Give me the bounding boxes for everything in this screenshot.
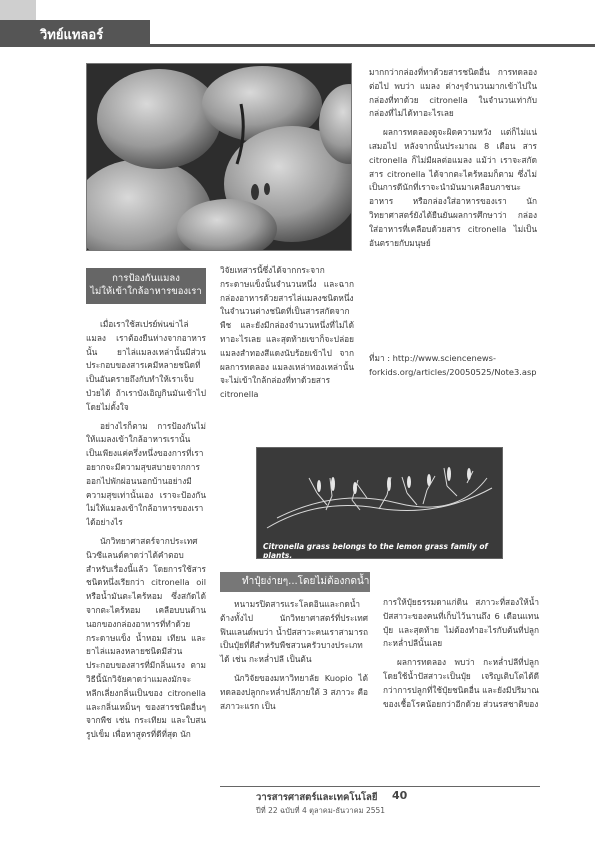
lower-middle-column — [220, 598, 368, 718]
paragraph: นักวิจัยของมหาวิทยาลัย Kuopio ได้ทดลองปลูกกะหล่ำปลีภายใต้ 3 สภาวะ คือ สภาวะแรก เป็น — [220, 672, 368, 711]
paragraph: หนามรปิตสารแระโลดอินและกดน้ำต้างทั้งไป นักวิทยาศาสตร์ที่ประเทศฟินแลนด์พบว่า น้ำปัสสาวะคนเราสามารถเป็นปุ๋ยที่ดีสำหรับพืชสวนครัวบางประเภทได้ เช่น กะหล่ำปลี เป็นต้น — [220, 599, 368, 665]
middle-column — [220, 264, 354, 407]
stones-photo — [86, 63, 352, 251]
section-heading-bar — [220, 572, 370, 592]
paragraph: อย่างไรก็ตาม การป้องกันไม่ให้แมลงเข้าใกล้อาหารเรานั้น เป็นเพียงแค่ครึ่งหนึ่งของการที่เราอยากจะมีความสุขสบายจากการออกไปพักผ่อนนอกบ้านอย่างมีความสุขเท่านั้นเอง เราจะป้องกันไม่ให้แมลงเข้าใกล้อาหารของเราได้อย่างไร — [86, 420, 206, 528]
paragraph: มากกว่ากล่องที่ทาด้วยสารชนิดอื่น การทดลองต่อไป พบว่า แมลง ต่างๆจำนวนมากเข้าไปในกล่องที่ทาด้วย citronella ในจำนวนเท่ากับกล่องที่ไม่ได้ทาอะไรเลย — [369, 67, 537, 119]
footer-issue: ปีที่ 22 ฉบับที่ 4 ตุลาคม-ธันวาคม 2551 — [256, 806, 386, 815]
paragraph: ผลการทดลอง พบว่า กะหล่ำปลีที่ปลูกโดยใช้น้ำปัสสาวะเป็นปุ๋ย เจริญเติบโตได้ดีกว่าการปลูกที่ใช้ปุ๋ยชนิดอื่น และยังมีปริมาณของเชื้อโรคน้อยกว่าอีกด้วย ส่วนรสชาติของ — [383, 657, 539, 709]
paragraph: นักวิทยาศาสตร์จากประเทศนิวซีแลนด์คาดว่าได้คำตอบสำหรับเรื่องนี้แล้ว โดยการใช้สารชนิดหนึ่งเรียกว่า citronella oil หรือน้ำมันตะไคร้หอม ซึ่งสกัดได้จากตะไคร้หอม เคลือบบนด้านนอกของกล่องอาหารที่ทำด้วยกระดาษแข็ง น้ำหอม เทียน และยาไล่แมลงหลายชนิดมีส่วนประกอบของสารที่มีกลิ่นแรง ตามวิธีนี้นักวิจัยคาดว่าแมลงมักจะหลีกเลี่ยงกลิ่นเป็นของ citronella และกลิ่นเหม็นๆ ของสารชนิดอื่นๆ จากพืช เช่น กระเทียม และใบสนรูปเข็ม เพื่อหาสูตรที่ดีที่สุด นัก — [86, 535, 206, 740]
footer-journal-title: วารสารศาสตร์และเทคโนโลยี — [256, 792, 378, 803]
section-header-label: วิทย์แทลอร์ — [40, 28, 104, 43]
paragraph: เมื่อเราใช้สเปรย์พ่นฆ่าไล่แมลง เราต้องยืนห่างจากอาหารนั้น ยาไล่แมลงเหล่านั้นมีส่วนประกอบของสารเคมีหลายชนิดที่เป็นอันตรายถึงกับทำให้เราเจ็บป่วยได้ ถ้าเราบังเอิญกินมันเข้าไปโดยไม่ตั้งใจ — [86, 319, 206, 412]
left-column — [86, 318, 206, 844]
page-number: 40 — [392, 789, 408, 802]
source-label: ที่มา : http://www.sciencenews-forkids.org/articles/20050525/Note3.asp — [369, 353, 537, 377]
box-heading — [86, 268, 206, 304]
photo-caption: Citronella grass belongs to the lemon grass family of plants. — [263, 542, 488, 559]
paragraph: ผลการทดลองดูจะผิดความหวัง แต่ก็ไม่แน่เสมอไป หลังจากนั้นประมาณ 8 เดือน สาร citronella ก็ไม่มีผลต่อแมลง แม้ว่า เราจะสกัดสาร citronella ได้จากตะไคร้หอมก็ตาม ซึ่งไม่เป็นการดีนักที่เราจะนำมันมาเคลือบภาชนะอาหาร หรือกล่องใส่อาหารของเรา นักวิทยาศาสตร์ยังได้ยืนยันผลการศึกษาว่า กล่องใส่อาหารที่เคลือบด้วยสาร citronella ไม่เป็นอันตรายกับมนุษย์ — [369, 127, 537, 248]
header-rule — [0, 44, 595, 47]
source-reference — [369, 352, 537, 380]
box-heading-line-2: ไม่ให้เข้าใกล้อาหารของเรา — [90, 286, 202, 297]
box-heading-line-1: การป้องกันแมลง — [112, 273, 180, 284]
paragraph: การให้ปุ๋ยธรรมดาแก่ดิน สภาวะที่สองให้น้ำปัสสาวะของคนที่เก็บไว้นานถึง 6 เดือนแทนปุ๋ย และสุดท้าย ไม่ต้องทำอะไรกับต้นที่ปลูกกะหล่ำปลีนั้นเลย — [383, 597, 539, 649]
citronella-grass-photo — [256, 447, 503, 559]
top-right-column — [369, 66, 537, 255]
paragraph: วิจัยเทสารนี้ซึ่งได้จากกระจากกระดาษแข็งนั้นจำนวนหนึ่ง และฉากกล่องอาหารด้วยสารไล่แมลงชนิดหนึ่งในจำนวนต่างชนิดที่เป็นสารสกัดจากพืช และยังมีกล่องจำนวนหนึ่งที่ไม่ได้ทาอะไรเลย และสุดท้ายเขาก็จะปล่อยแมลงสำทองสีแดงนับร้อยเข้าไป จากผลการทดลอง แมลงเหล่าทองเหล่านั้นจะไม่เข้าใกล้กล่องที่ทาด้วยสาร citronella — [220, 265, 354, 400]
lower-right-column — [383, 596, 539, 716]
footer-rule — [220, 786, 540, 787]
section-heading: ทำปุ๋ยง่ายๆ...โดยไม่ต้องกดน้ำ — [242, 576, 370, 587]
section-header-tab — [0, 20, 150, 44]
